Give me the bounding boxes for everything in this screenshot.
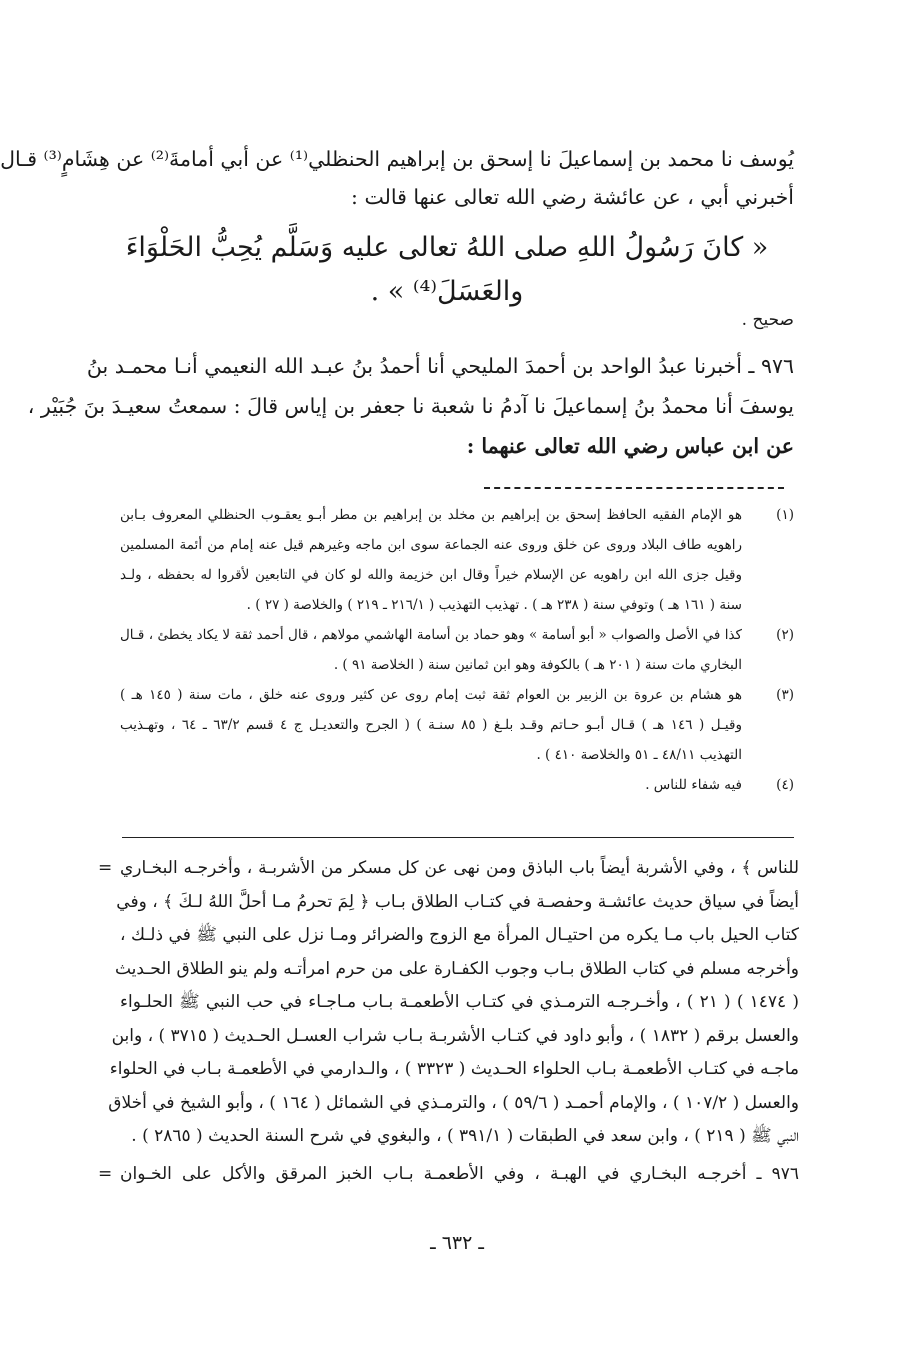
text-line: ماجـه في كتـاب الأطعمـة بـاب الحلواء الحـديث ( ٣٣٢٣ ) ، والـدارمي في الأطعمـة بـاب في الحلواء [109,1059,799,1079]
text-line [98,852,799,886]
text-line: ٩٧٦ ـ أخبرنا عبدُ الواحد بن أحمدَ المليحي أنا أحمدُ بنُ عبـد الله النعيمي أنـا محمـد بنُ [86,354,794,378]
text-line: يوسفَ أنا محمدُ بنُ إسماعيلَ نا آدمُ نا شعبة نا جعفر بن إياس قالَ : سمعتُ سعيـدَ بنَ جُبَيْر ، [27,394,794,418]
text-line: النبي ﷺ ( ٢١٩ ) ، وابن سعد في الطبقات ( ٣٩١/١ ) ، والبغوي في شرح السنة الحديث ( ٢٨٦٥ ) . [131,1126,799,1146]
text-line: والعسل برقم ( ١٨٣٢ ) ، وأبو داود في كتـاب الأشربـة بـاب شراب العسـل الحـديث ( ٣٧١٥ ) ، وابن [111,1025,799,1046]
text-span: ٩٧٦ ـ أخرجـه البخـاري في الهبـة ، وفي الأطعمـة بـاب الخبز المرقق والأكل على الخـوان [120,1163,799,1184]
footnote-line: راهويه طاف البلاد وروى عن خلق وروى عنه الجماعة سوى ابن ماجه وغيرهم قيل عنه إمام من أئمة المسلمين [120,537,742,553]
dashed-divider [484,487,784,489]
footnote-4 [120,770,794,800]
footnote-line: وقيل جزى الله ابن راهويه عن الإسلام خيراً وقال ابن خزيمة والله لو كان في التابعين لأقروا له بحفظه ، ولـد [120,567,742,583]
text-line: ( ١٤٧٤ ) ( ٢١ ) ، وأخـرجـه الترمـذي في كتـاب الأطعمـة بـاب مـاجـاء في حب النبي ﷺ الحلـواء [120,992,799,1012]
footnote-line: هو الإمام الفقيه الحافظ إسحق بن إبراهيم بن مخلد بن إبراهيم بن مطر أبـو يعقـوب الحنظلي المعروف بـابن [120,507,742,523]
footnote-line: البخاري مات سنة ( ٢٠١ هـ ) بالكوفة وهو ابن ثمانين سنة ( الخلاصة ٩١ ) . [333,657,742,673]
text-line: أخبرني أبي ، عن عائشة رضي الله تعالى عنها قالت : [351,185,794,209]
text-line: وأخرجه مسلم في كتاب الطلاق بـاب وجوب الكفـارة على من حرم امرأتـه ولم ينو الطلاق الحـديث [114,958,799,979]
footnote-3 [120,680,794,770]
text-line: يُوسف نا محمد بن إسماعيلَ نا إسحق بن إبراهيم الحنظلي⁽¹⁾ عن أبي أمامةَ⁽²⁾ عن هِشَامٍ⁽³⁾ قـال [0,147,794,171]
text-line: أيضاً في سياق حديث عائشـة وحفصـة في كتـاب الطلاق بـاب ﴿ لِمَ تحرمُ مـا أحلَّ اللهُ لـكَ ﴾ ، وفي [116,891,799,912]
text-line: عن ابن عباس رضي الله تعالى عنهما : [466,434,794,458]
footnote-number: (١) [776,507,794,523]
footnote-separator [122,837,794,838]
footnote-number: (٤) [776,777,794,793]
continuation-mark: = [98,1163,113,1184]
continuation-mark: = [98,858,113,878]
main-text-2 [27,346,794,466]
page-number: ـ ٦٣٢ ـ [430,1232,484,1254]
footnote-line: التهذيب ٤٨/١١ ـ ٥١ والخلاصة ٤١٠ ) . [536,747,742,763]
footnote-number: (٢) [776,627,794,643]
text-line: والعسل ( ١٠٧/٢ ) ، والإمام أحمـد ( ٥٩/٦ ) ، والترمـذي في الشمائل ( ١٦٤ ) ، وأبو الشيخ في أخلاق [108,1092,799,1113]
footnotes [120,500,794,800]
main-text-1 [0,140,794,216]
footnote-line: سنة ( ١٦١ هـ ) وتوفي سنة ( ٢٣٨ هـ ) . تهذيب التهذيب ( ٢١٦/١ ـ ٢١٩ ) والخلاصة ( ٢٧ ) . [246,597,742,613]
footnote-line: وقيـل ( ١٤٦ هـ ) قـال أبـو حـاتم وقـد بلـغ ( ٨٥ سنـة ) ( الجرح والتعديـل ج ٤ قسم ٦٣/٢ ـ ٦٤ ، وتهـذيب [120,717,742,733]
text-line: كتاب الحيل باب مـا يكره من احتيـال المرأة مع الزوج والضرائر ومـا نزل على النبي ﷺ في ذلـك ، [120,925,799,945]
footnote-line: فيه شفاء للناس . [645,777,742,793]
hadith-grade: صحيح . [741,310,794,330]
footnote-line: هو هشام بن عروة بن الزبير بن العوام ثقة ثبت إمام روى عن كثير وروى عنه خلق ، مات سنة ( ١٤٥ هـ ) [120,687,742,703]
continuation-notes [98,852,799,1191]
footnote-number: (٣) [776,687,794,703]
text-line [98,1158,799,1192]
footnote-2 [120,620,794,680]
text-span: للناس ﴾ ، وفي الأشربة أيضاً باب الباذق ومن نهى عن كل مسكر من الأشربـة ، وأخرجـه البخـاري [120,858,799,878]
hadith-text: « كانَ رَسُولُ اللهِ صلى اللهُ تعالى عليه وَسَلَّم يُحِبُّ الحَلْوَاءَ والعَسَلَ⁽⁴⁾ » . [125,232,769,307]
footnote-1 [120,500,794,620]
footnote-line: كذا في الأصل والصواب « أبو أسامة » وهو حماد بن أسامة الهاشمي مولاهم ، قال أحمد ثقة لا يكاد يخطئ ، قـال [120,627,742,643]
